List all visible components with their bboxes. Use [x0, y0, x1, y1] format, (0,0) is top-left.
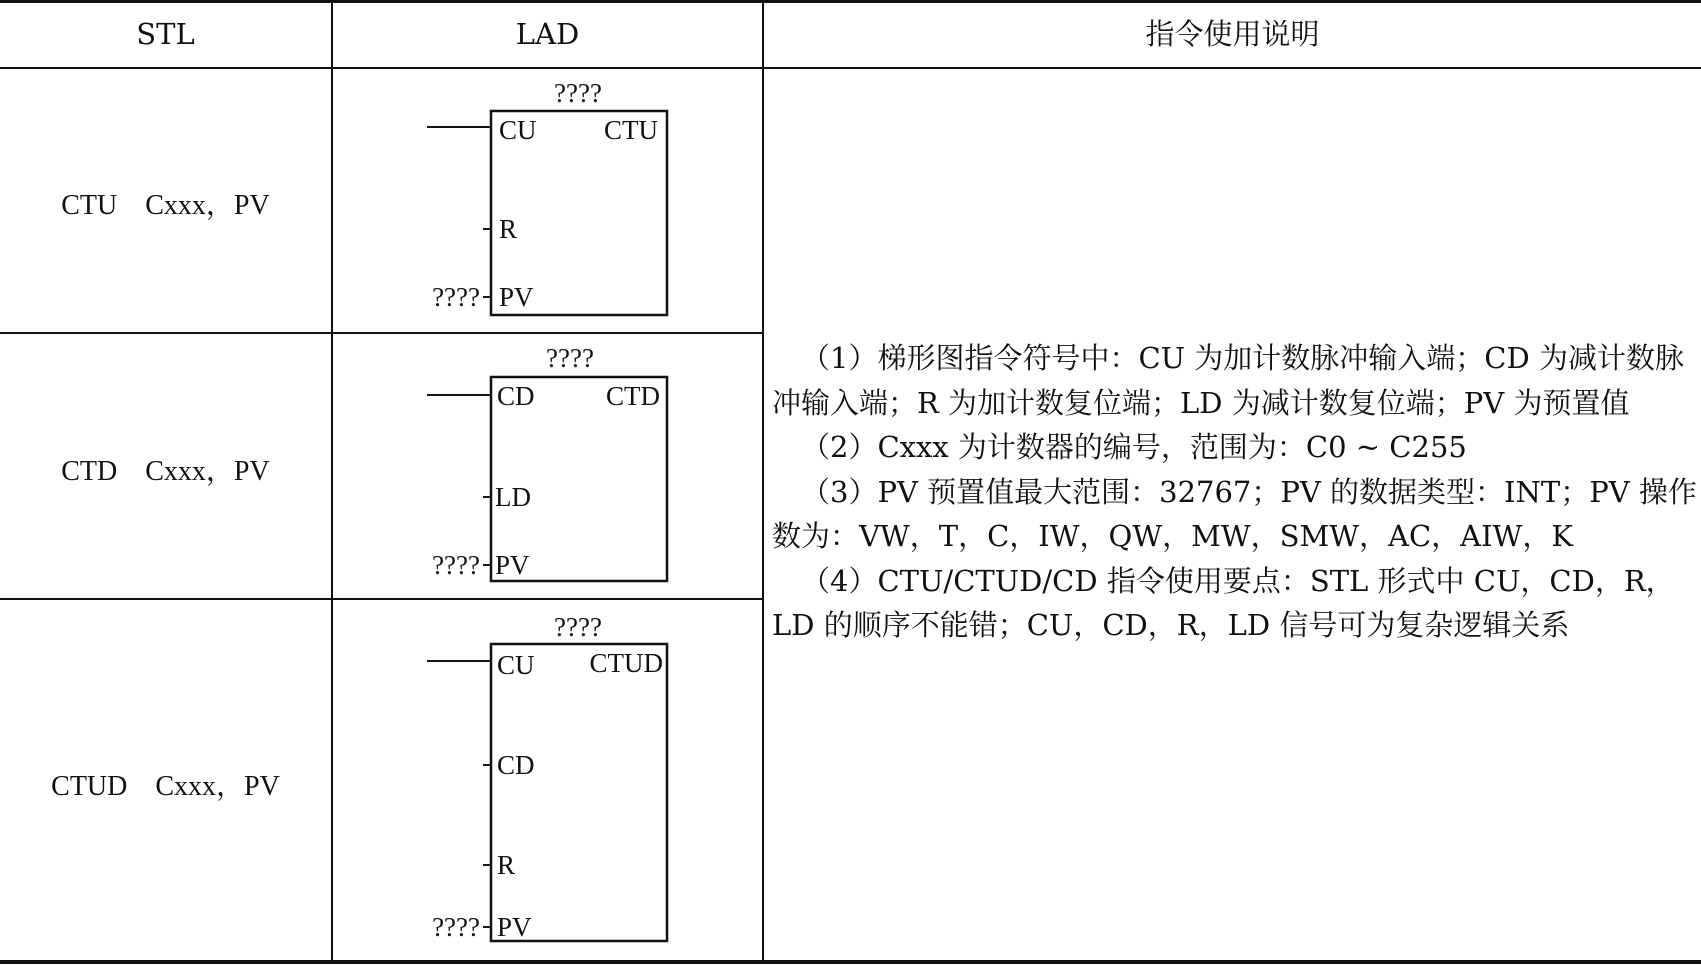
ctud-pv-label: ????: [432, 912, 480, 942]
description-cell: [772, 336, 1697, 648]
stl-ctd: CTD Cxxx，PV: [61, 456, 270, 487]
ctud-top-label: ????: [554, 612, 602, 642]
ctu-input-r: R: [499, 214, 518, 244]
ctud-box: [491, 644, 667, 941]
ctu-pv-label: ????: [432, 282, 480, 312]
col-divider-2: [762, 0, 764, 962]
ctu-input-pv: PV: [499, 282, 534, 312]
ctud-name: CTUD: [589, 648, 663, 678]
header-description: 指令使用说明: [1145, 17, 1320, 51]
description-item-4: （4）CTU/CTUD/CD 指令使用要点：STL 形式中 CU，CD，R，LD 的顺序不能错；CU，CD，R，LD 信号可为复杂逻辑关系: [772, 563, 1675, 642]
table-bottom-border: [0, 960, 1701, 964]
lad-ctud: [333, 601, 762, 963]
lad-ctd: [333, 335, 762, 601]
ctu-top-label: ????: [554, 78, 602, 108]
ctud-input-cu: CU: [497, 650, 535, 680]
ctu-input-cu: CU: [499, 115, 537, 145]
ctd-pv-label: ????: [432, 550, 480, 580]
ctud-input-pv: PV: [497, 912, 532, 942]
header-lad: LAD: [515, 17, 580, 51]
description-item-1: （1）梯形图指令符号中：CU 为加计数脉冲输入端；CD 为减计数脉冲输入端；R 为加计数复位端；LD 为减计数复位端；PV 为预置值: [772, 341, 1684, 420]
lad-ctu: [333, 69, 762, 335]
ctd-top-label: ????: [546, 343, 594, 373]
ctd-name: CTD: [606, 381, 660, 411]
header-stl: STL: [136, 17, 195, 51]
description-item-3: （3）PV 预置值最大范围：32767；PV 的数据类型：INT；PV 操作数为：VW，T，C，IW，QW，MW，SMW，AC，AIW，K: [772, 474, 1697, 553]
ctd-input-ld: LD: [495, 482, 531, 512]
stl-ctud: CTUD Cxxx，PV: [51, 771, 280, 802]
ctd-input-pv: PV: [495, 550, 530, 580]
ctu-name: CTU: [604, 115, 658, 145]
ctd-input-cd: CD: [497, 381, 535, 411]
description-item-2: （2）Cxxx 为计数器的编号，范围为：C0 ~ C255: [801, 430, 1467, 464]
ctud-input-r: R: [497, 850, 516, 880]
ctud-input-cd: CD: [497, 750, 535, 780]
stl-ctu: CTU Cxxx，PV: [61, 190, 270, 221]
